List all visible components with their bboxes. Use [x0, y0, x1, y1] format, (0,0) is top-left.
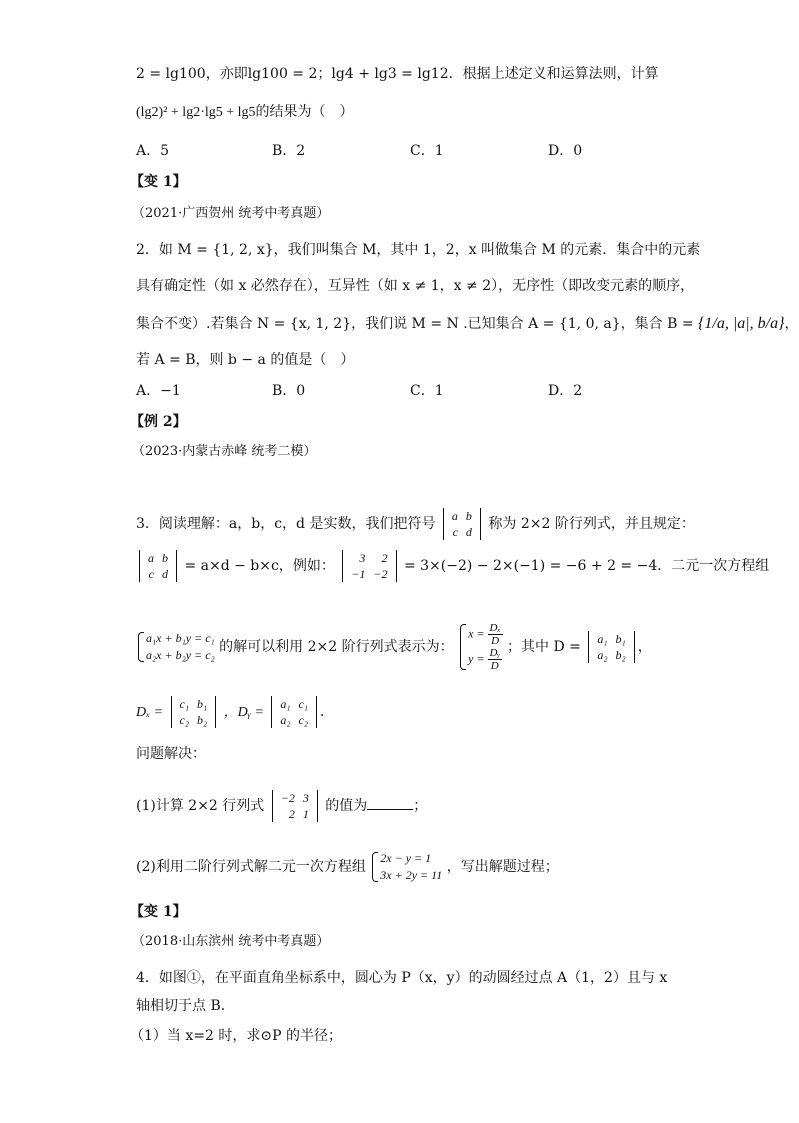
q4-part1: （1）当 x=2 时，求⊙P 的半径；: [130, 1028, 342, 1044]
determinant-D: a₁ b₁ a₂ b₂: [588, 631, 634, 663]
q2-line3-end: ，: [784, 316, 799, 332]
q1-option-c: C．1: [410, 143, 444, 159]
section-heading-variant-1b: 【变 1】: [130, 904, 187, 920]
q3-line1-text: 3．阅读理解：a，b，c，d 是实数，我们把符号: [136, 516, 436, 532]
q2-line4: 若 A = B，则 b − a 的值是（ ）: [136, 352, 355, 368]
dx-label: Dₓ =: [136, 705, 164, 720]
q2-option-c: C．1: [410, 383, 444, 399]
q3-part2: [136, 850, 559, 884]
dy-label: ，Dᵧ =: [223, 705, 264, 720]
determinant-abcd: a b c d: [443, 508, 481, 540]
source-note: （2023·内蒙古赤峰 统考二模）: [132, 444, 317, 459]
q3-line2: [136, 550, 769, 582]
q3-line1: [136, 508, 695, 540]
determinant-abcd-def: a b c d: [139, 550, 177, 582]
set-b-expression: {1/a, |a|, b/a}: [698, 315, 785, 332]
q1-line2: [136, 102, 354, 123]
part2-tail: ，写出解题过程；: [446, 859, 559, 875]
problem-solving-label: 问题解决：: [136, 746, 206, 762]
solution-formula: x = $\frac{\text{Dₓ}}{D}$ y = $\frac{\text{Dᵧ}}{D}$: [458, 622, 503, 672]
q2-line2: 具有确定性（如 x 必然存在），互异性（如 x ≠ 1，x ≠ 2），无序性（即改变元素的顺序，: [136, 278, 695, 294]
determinant-Dy: a₁ c₁ a₂ c₂: [271, 696, 317, 728]
q1-option-b: B．2: [272, 143, 306, 159]
q2-line3-text: 集合不变）.若集合 N = {x, 1, 2}，我们说 M = N .已知集合 A = {1, 0, a}，集合 B =: [136, 316, 694, 332]
determinant-Dx: c₁ b₁ c₂ b₂: [171, 696, 217, 728]
q2-line3: [136, 314, 799, 334]
q4-line2: 轴相切于点 B．: [136, 998, 235, 1014]
source-note: （2018·山东滨州 统考中考真题）: [132, 934, 330, 949]
q3-part1: (1)计算 2×2 行列式 −2 3 2 1 的值为 ；: [136, 791, 428, 821]
q3-solution-intro: 的解可以利用 2×2 阶行列式表示为：: [219, 639, 454, 655]
source-note: （2021·广西贺州 统考中考真题）: [132, 206, 330, 221]
q1-expression: (lg2)² + lg2·lg5 + lg5: [136, 105, 256, 120]
q1-option-d: D．0: [548, 143, 583, 159]
part1-value-label: 的值为: [325, 798, 368, 814]
q3-example-result: = 3×(−2) − 2×(−1) = −6 + 2 = −4．二元一次方程组: [403, 558, 770, 574]
q2-option-b: B．0: [272, 383, 306, 399]
q4-line1: 4．如图①，在平面直角坐标系中，圆心为 P（x，y）的动圆经过点 A（1，2）且与 x: [136, 970, 668, 986]
q3-d-label: ；其中 D =: [507, 639, 581, 655]
determinant-example: 3 2 −1 −2: [342, 550, 396, 582]
determinant-part1: −2 3 2 1: [272, 790, 318, 822]
section-heading-variant-1: 【变 1】: [130, 174, 187, 190]
q3-definition: = a×d − b×c，例如：: [184, 558, 335, 574]
q1-line1: 2 = lg100，亦即lg100 = 2；lg4 + lg3 = lg12．根据上述定义和运算法则，计算: [136, 66, 659, 82]
equation-system-part2: 2x − y = 1 3x + 2y = 11: [370, 850, 442, 884]
q3-line3: a₁x + b₁y = c₁ a₂x + b₂y = c₂ 的解可以利用 2×2 阶行列式表示为： x = $\frac{\text{Dₓ}}{D}$ y = $\frac{\text{Dᵧ}}{D}$ ；其中 D = a₁ b₁ a₂ b₂ ，: [136, 622, 652, 672]
q2-line1: 2．如 M = {1, 2, x}，我们叫集合 M，其中 1，2，x 叫做集合 M 的元素．集合中的元素: [136, 242, 701, 258]
q3-line1-tail: 称为 2×2 阶行列式，并且规定：: [488, 516, 695, 532]
q2-option-d: D．2: [548, 383, 583, 399]
part2-text: (2)利用二阶行列式解二元一次方程组: [136, 859, 366, 875]
q1-tail: 的结果为（ ）: [255, 104, 354, 120]
q2-option-a: A．−1: [136, 383, 181, 399]
part1-text: (1)计算 2×2 行列式: [136, 798, 265, 814]
section-heading-example-2: 【例 2】: [130, 414, 187, 430]
q3-line4: Dₓ = c₁ b₁ c₂ b₂ ，Dᵧ = a₁ c₁ a₂ c₂ ．: [136, 697, 335, 727]
equation-system-general: a₁x + b₁y = c₁ a₂x + b₂y = c₂: [136, 630, 215, 664]
q1-option-a: A．5: [136, 143, 170, 159]
answer-blank[interactable]: [367, 797, 413, 810]
